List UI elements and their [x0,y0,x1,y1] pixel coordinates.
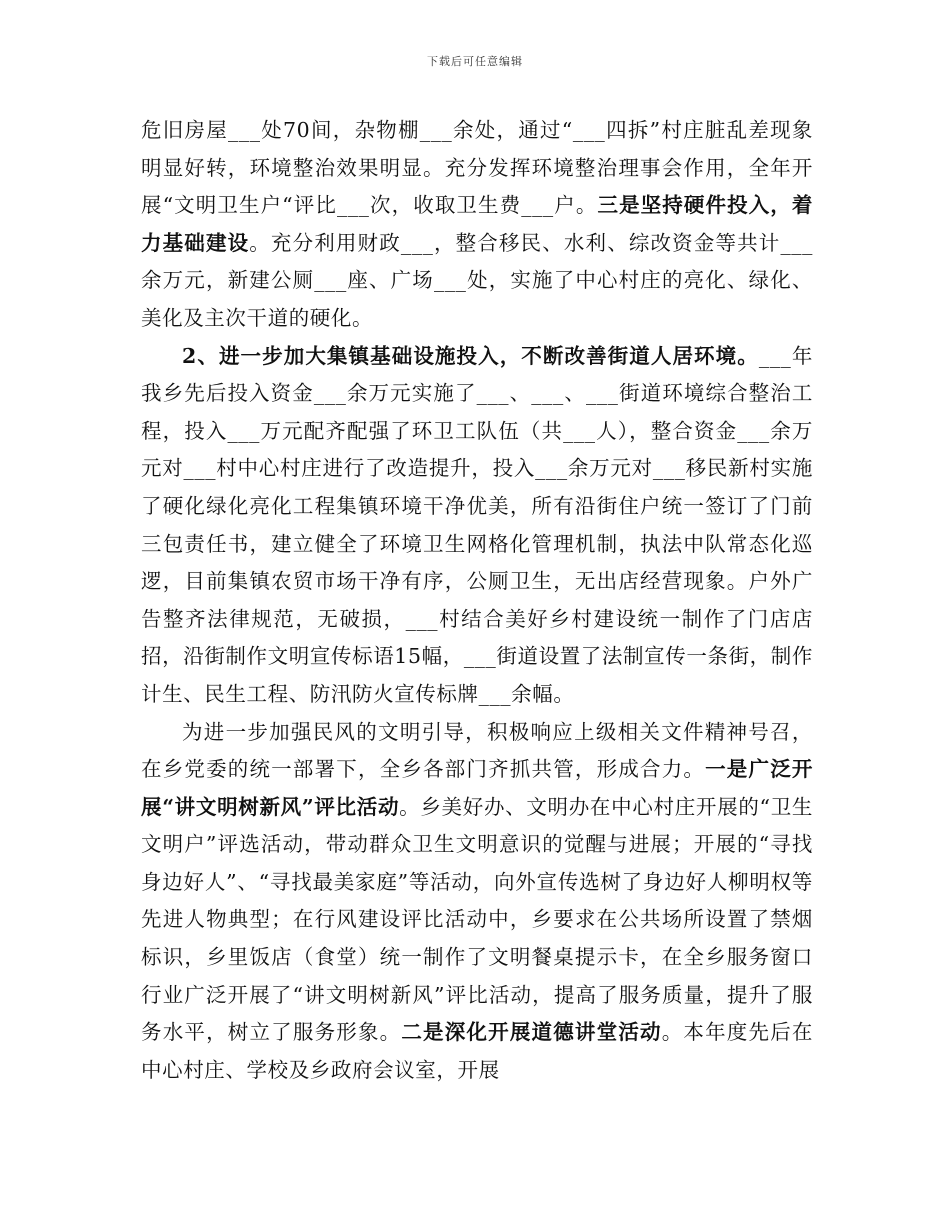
page-header-note: 下载后可任意编辑 [427,55,523,68]
document-body [141,112,813,1089]
paragraph-3 [141,714,813,1090]
paragraph-3-text-a: 为进一步加强民风的文明引导，积极响应上级相关文件精神号召，在乡党委的统一部署下，全乡各部门齐抓共管，形成合力。 [141,719,813,782]
paragraph-1-text-a: 危旧房屋___处70间，杂物棚___余处，通过“___四拆”村庄脏乱差现象明显好转，环境整治效果明显。充分发挥环境整治理事会作用，全年开展“文明卫生户“评比___次，收取卫生费___户。 [141,118,813,218]
paragraph-2-text-a: ___年我乡先后投入资金___余万元实施了___、___、___街道环境综合整治工程，投入___万元配齐配强了环卫工队伍（共___人），整合资金___余万元对___村中心村庄进行了改造提升，投入___余万元对___移民新村实施了硬化绿化亮化工程集镇环境干净优美，所有沿街住户统一签订了门前三包责任书，建立健全了环境卫生网格化管理机制，执法中队常态化巡逻，目前集镇农贸市场干净有序，公厕卫生，无出店经营现象。户外广告整齐法律规范，无破损，___村结合美好乡村建设统一制作了门店店招，沿街制作文明宣传标语15幅，___街道设置了法制宣传一条街，制作计生、民生工程、防汛防火宣传标牌___余幅。 [141,343,813,706]
paragraph-3-bold-b: 二是深化开展道德讲堂活动 [401,1020,662,1045]
paragraph-1 [141,112,813,338]
paragraph-1-bold-a: 三是坚持硬件投入，着力基础建设 [141,193,813,255]
paragraph-3-bold-a: 一是广泛开展“讲文明树新风”评比活动 [141,757,813,819]
paragraph-2 [141,338,813,714]
paragraph-3-text-c: 。本年度先后在中心村庄、学校及乡政府会议室，开展 [141,1020,813,1082]
paragraph-2-bold-a: 2、进一步加大集镇基础设施投入，不断改善街道人居环境。 [182,343,759,368]
paragraph-3-text-b: 。乡美好办、文明办在中心村庄开展的“卫生文明户”评选活动，带动群众卫生文明意识的觉醒与进展；开展的“寻找身边好人”、“寻找最美家庭”等活动，向外宣传选树了身边好人柳明权等先进人物典型；在行风建设评比活动中，乡要求在公共场所设置了禁烟标识，乡里饭店（食堂）统一制作了文明餐桌提示卡，在全乡服务窗口行业广泛开展了“讲文明树新风”评比活动，提高了服务质量，提升了服务水平，树立了服务形象。 [141,794,813,1045]
paragraph-1-text-b: 。充分利用财政___，整合移民、水利、综改资金等共计___余万元，新建公厕___座、广场___处，实施了中心村庄的亮化、绿化、美化及主次干道的硬化。 [141,230,813,330]
